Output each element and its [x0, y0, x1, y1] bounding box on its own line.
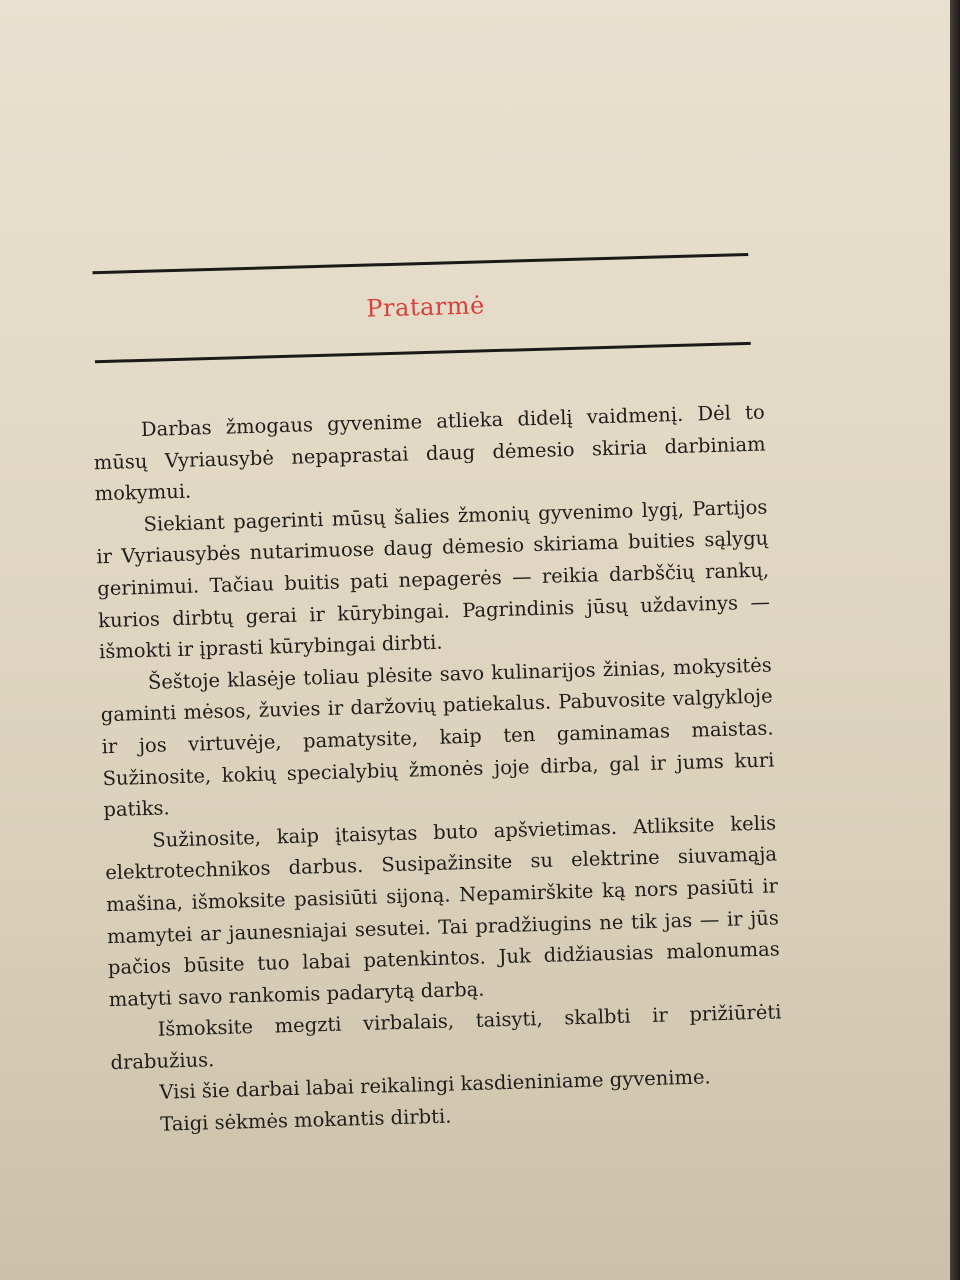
page-heading: Pratarmė [366, 291, 486, 323]
page-content [88, 241, 784, 1142]
paragraph: Taigi sėkmės mokantis dirbti. [159, 1104, 452, 1136]
paragraph: Visi šie darbai labai reikalingi kasdieniniame gyvenime. [159, 1065, 712, 1105]
paragraph: Darbas žmogaus gyvenime atlieka didelį vaidmenį. Dėl to mūsų Vyriausybė nepaprastai daug dėmesio skiria darbiniam mokymui. [93, 400, 766, 506]
paragraph: Šeštoje klasėje toliau plėsite savo kulinarijos žinias, mokysitės gaminti mėsos, žuvies ir daržovių patiekalus. Pabuvosite valgykloje ir jos virtuvėje, pamatysite, kaip ten gaminamas maistas. Sužinosite, kokių specialybių žmonės joje dirba, gal ir jums kuri patiks. [100, 653, 775, 822]
top-rule [92, 253, 748, 274]
body-text [92, 397, 784, 1142]
paragraph: Išmoksite megzti virbalais, taisyti, skalbti ir prižiūrėti drabužius. [110, 1000, 782, 1074]
paragraph: Sužinosite, kaip įtaisytas buto apšvietimas. Atliksite kelis elektrotechnikos darbus. Susipažinsite su elektrine siuvamąja mašina, išmoksite pasisiūti sijoną. Nepamirškite ką nors pasiūti ir mamytei ar jaunesniajai sesutei. Tai pradžiugins ne tik jas — ir jūs pačios būsite tuo labai patenkintos. Juk didžiausias malonumas matyti savo rankomis padarytą darbą. [104, 811, 780, 1011]
bottom-rule [95, 342, 751, 363]
paragraph: Siekiant pagerinti mūsų šalies žmonių gyvenimo lygį, Partijos ir Vyriausybės nutarimuose daug dėmesio skiriama buities sąlygų gerinimui. Tačiau buitis pati nepagerės — reikia darbščių rankų, kurios dirbtų gerai ir kūrybingai. Pagrindinis jūsų uždavinys — išmokti ir įprasti kūrybingai dirbti. [96, 495, 771, 664]
book-spine-shadow [950, 0, 960, 1280]
